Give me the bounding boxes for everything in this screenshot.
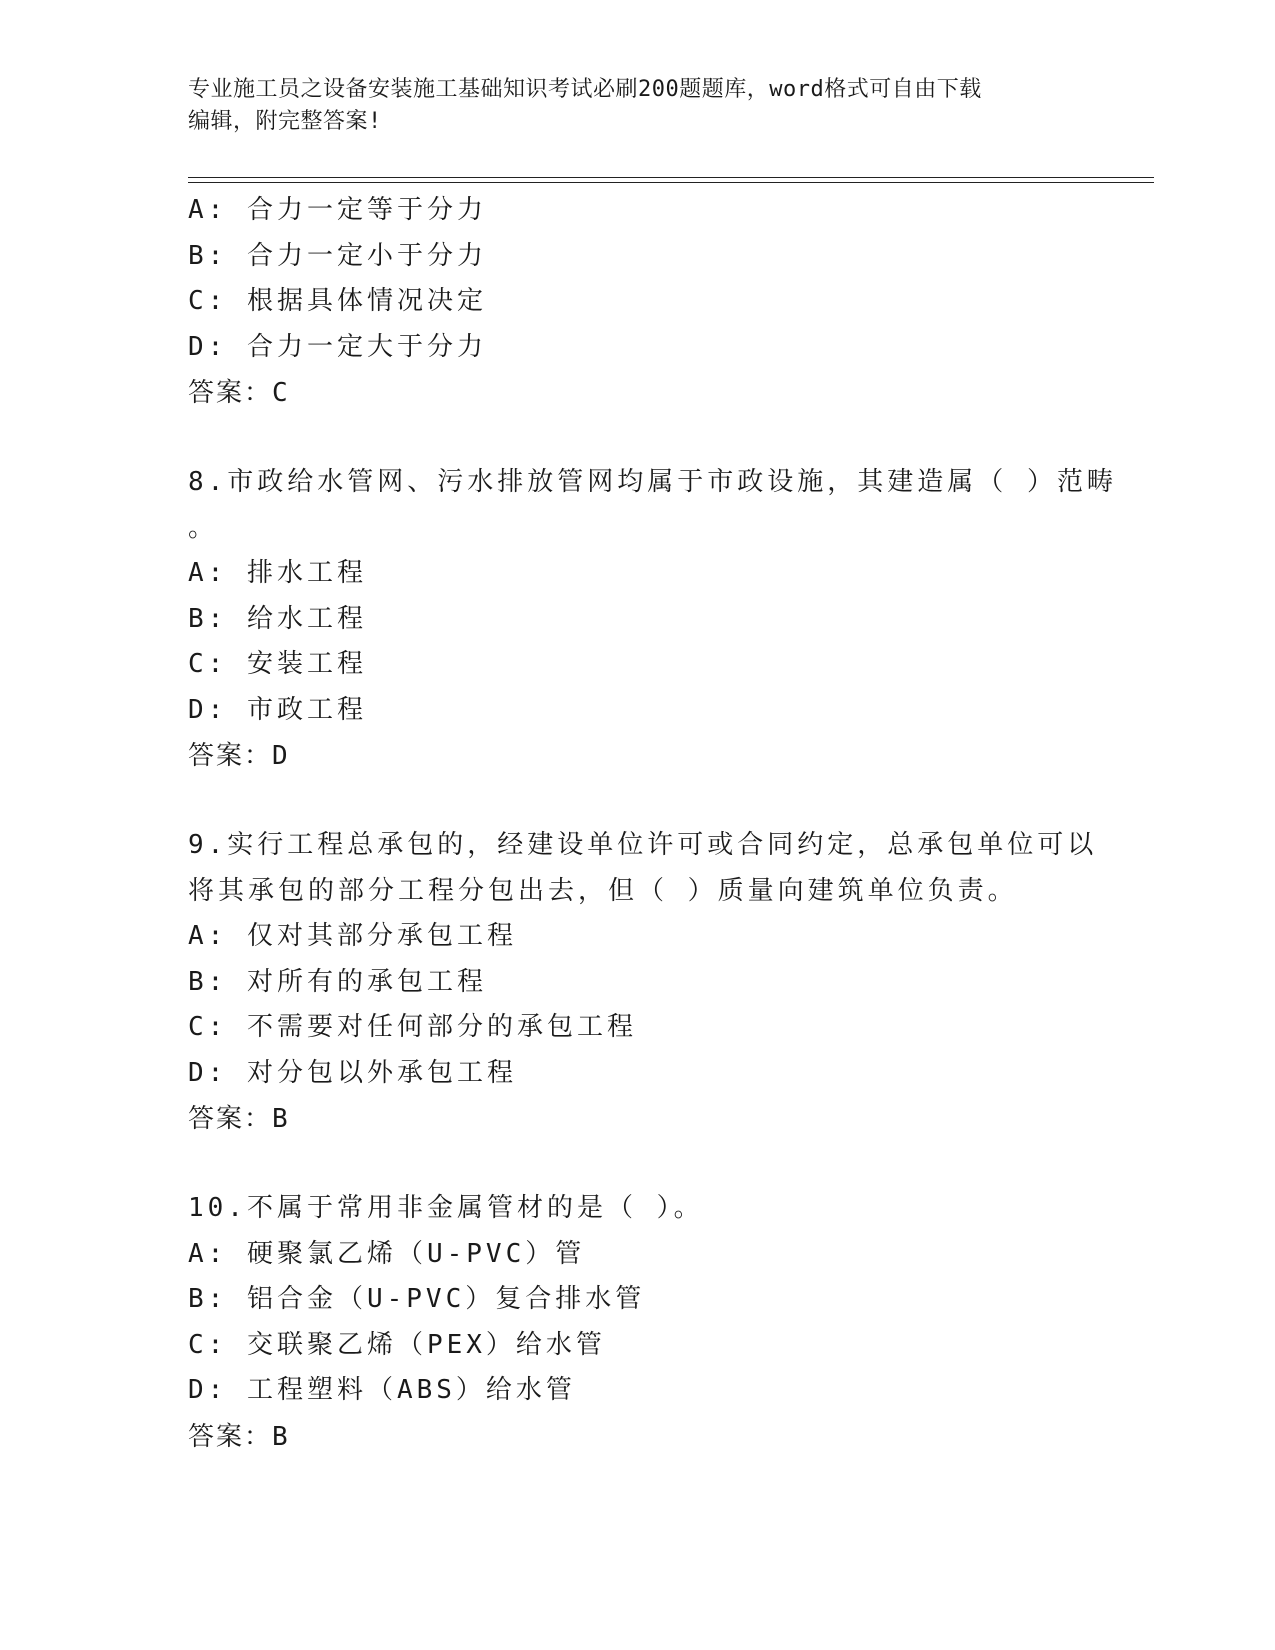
question-8 [188, 460, 1117, 779]
header-divider-bottom [188, 182, 1154, 183]
question-stem-continued: 。 [188, 512, 219, 543]
option-d: D: 合力一定大于分力 [188, 331, 487, 362]
question-9 [188, 823, 1098, 1142]
option-c: C: 交联聚乙烯（PEX）给水管 [188, 1329, 606, 1360]
option-a: A: 仅对其部分承包工程 [188, 921, 517, 951]
header-divider-top [188, 177, 1154, 178]
question-10 [188, 1186, 1088, 1460]
header-title-line-1: 专业施工员之设备安装施工基础知识考试必刷200题题库，word格式可自由下载 [188, 77, 982, 102]
option-a: A: 排水工程 [188, 558, 367, 588]
option-c: C: 不需要对任何部分的承包工程 [188, 1012, 637, 1042]
answer-line: 答案：B [188, 1421, 290, 1452]
option-d: D: 对分包以外承包工程 [188, 1057, 517, 1088]
option-b: B: 对所有的承包工程 [188, 966, 487, 997]
option-a: A: 硬聚氯乙烯（U-PVC）管 [188, 1238, 586, 1269]
document-header [188, 74, 1068, 138]
option-b: B: 合力一定小于分力 [188, 240, 487, 271]
question-7 [188, 188, 1088, 416]
answer-line: 答案：B [188, 1104, 290, 1134]
question-stem-continued: 将其承包的部分工程分包出去，但（ ）质量向建筑单位负责。 [188, 875, 1018, 906]
option-c: C: 安装工程 [188, 649, 367, 679]
header-title-line-2: 编辑，附完整答案! [188, 109, 382, 134]
question-list [188, 188, 1117, 1460]
option-d: D: 工程塑料（ABS）给水管 [188, 1375, 576, 1405]
question-stem: 8.市政给水管网、污水排放管网均属于市政设施，其建造属（ ）范畴 [188, 467, 1117, 497]
option-d: D: 市政工程 [188, 694, 367, 725]
question-stem: 10.不属于常用非金属管材的是（ ）。 [188, 1193, 704, 1223]
question-stem: 9.实行工程总承包的，经建设单位许可或合同约定，总承包单位可以 [188, 830, 1098, 860]
answer-line: 答案：D [188, 741, 290, 771]
option-b: B: 铝合金（U-PVC）复合排水管 [188, 1284, 646, 1314]
option-b: B: 给水工程 [188, 603, 367, 634]
answer-line: 答案：C [188, 378, 290, 408]
option-c: C: 根据具体情况决定 [188, 286, 487, 316]
option-a: A: 合力一定等于分力 [188, 195, 487, 225]
